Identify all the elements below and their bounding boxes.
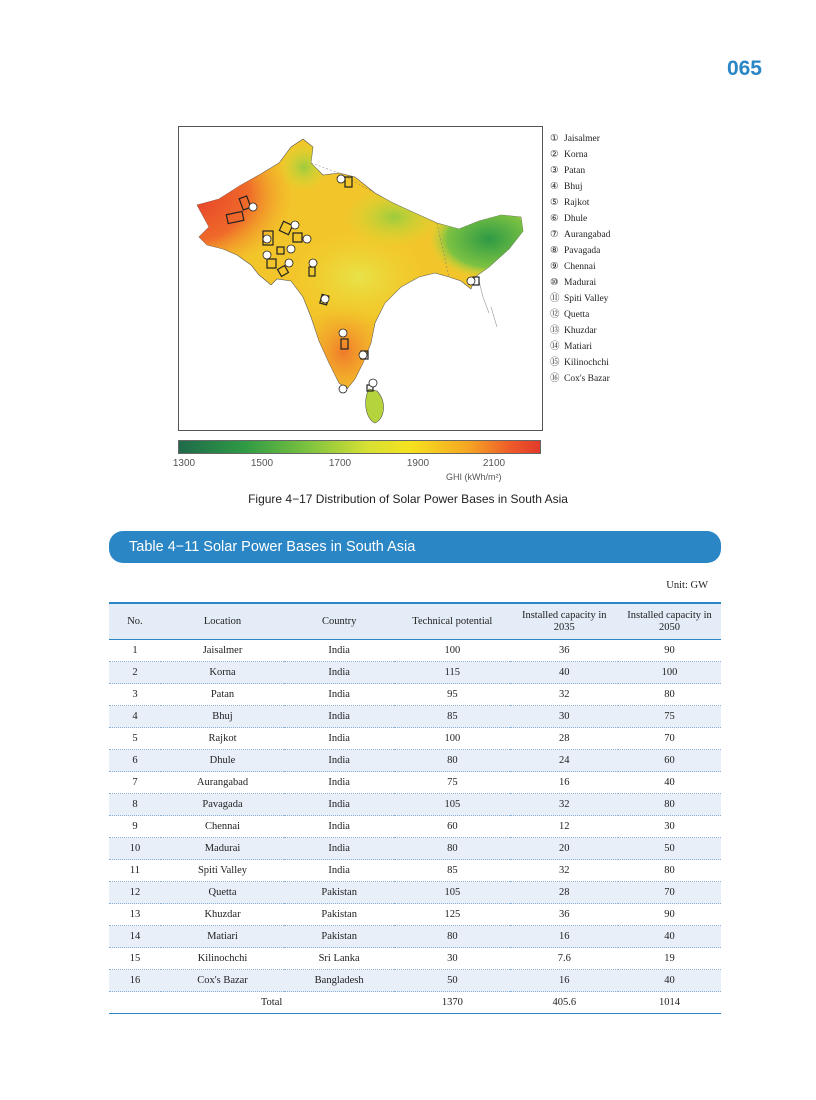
colorbar-tick: 1300 xyxy=(172,458,196,469)
sri-lanka-island xyxy=(366,389,384,423)
cell-potential: 80 xyxy=(394,838,510,860)
page-number: 065 xyxy=(726,57,762,80)
cell-cap2035: 16 xyxy=(510,926,618,948)
cell-no: 2 xyxy=(109,662,161,684)
cell-potential: 85 xyxy=(394,706,510,728)
header-country: Country xyxy=(284,603,394,640)
cell-cap2035: 7.6 xyxy=(510,948,618,970)
legend-item: ④ Bhuj xyxy=(550,182,583,192)
legend-item: ② Korna xyxy=(550,150,588,160)
cell-potential: 85 xyxy=(394,860,510,882)
cell-country: India xyxy=(284,684,394,706)
header-location: Location xyxy=(161,603,284,640)
ghi-colorbar xyxy=(178,440,541,454)
table-row xyxy=(109,948,721,970)
cell-cap2035: 16 xyxy=(510,772,618,794)
cell-country: Bangladesh xyxy=(284,970,394,992)
cell-location: Aurangabad xyxy=(161,772,284,794)
legend-item: ⑪ Spiti Valley xyxy=(550,294,609,304)
cell-cap2035: 36 xyxy=(510,640,618,662)
legend-item: ⑮ Kilinochchi xyxy=(550,358,609,368)
table-row xyxy=(109,706,721,728)
legend-item: ③ Patan xyxy=(550,166,586,176)
table-row xyxy=(109,662,721,684)
legend-item: ⑯ Cox's Bazar xyxy=(550,374,610,384)
total-label: Total xyxy=(109,992,394,1014)
cell-country: India xyxy=(284,662,394,684)
cell-no: 16 xyxy=(109,970,161,992)
total-cap2035: 405.6 xyxy=(510,992,618,1014)
cell-potential: 115 xyxy=(394,662,510,684)
legend-item: ⑧ Pavagada xyxy=(550,246,601,256)
cell-location: Korna xyxy=(161,662,284,684)
cell-location: Spiti Valley xyxy=(161,860,284,882)
colorbar-tick: 1500 xyxy=(250,458,274,469)
cell-potential: 95 xyxy=(394,684,510,706)
table-row xyxy=(109,816,721,838)
cell-no: 7 xyxy=(109,772,161,794)
total-potential: 1370 xyxy=(394,992,510,1014)
cell-no: 3 xyxy=(109,684,161,706)
header-capacity-2050: Installed capacity in 2050 xyxy=(618,603,721,640)
cell-cap2050: 90 xyxy=(618,904,721,926)
cell-country: India xyxy=(284,838,394,860)
cell-no: 9 xyxy=(109,816,161,838)
cell-cap2050: 30 xyxy=(618,816,721,838)
legend-item: ⑬ Khuzdar xyxy=(550,326,597,336)
cell-location: Madurai xyxy=(161,838,284,860)
table-header-row xyxy=(109,603,721,640)
colorbar-tick: 1900 xyxy=(406,458,430,469)
cell-cap2050: 80 xyxy=(618,860,721,882)
colorbar-unit: GHI (kWh/m²) xyxy=(446,472,502,482)
cell-cap2050: 40 xyxy=(618,926,721,948)
table-row xyxy=(109,838,721,860)
cell-location: Khuzdar xyxy=(161,904,284,926)
cell-no: 8 xyxy=(109,794,161,816)
solar-bases-table xyxy=(109,602,721,1014)
table-row xyxy=(109,904,721,926)
cell-country: Pakistan xyxy=(284,926,394,948)
cell-no: 4 xyxy=(109,706,161,728)
table-row xyxy=(109,750,721,772)
cell-location: Dhule xyxy=(161,750,284,772)
cell-location: Quetta xyxy=(161,882,284,904)
cell-country: India xyxy=(284,728,394,750)
cell-cap2035: 30 xyxy=(510,706,618,728)
cell-cap2050: 60 xyxy=(618,750,721,772)
cell-no: 13 xyxy=(109,904,161,926)
legend-item: ⑦ Aurangabad xyxy=(550,230,611,240)
cell-location: Cox's Bazar xyxy=(161,970,284,992)
cell-cap2050: 19 xyxy=(618,948,721,970)
cell-potential: 30 xyxy=(394,948,510,970)
cell-cap2050: 70 xyxy=(618,882,721,904)
table-row xyxy=(109,772,721,794)
cell-country: India xyxy=(284,794,394,816)
unit-label: Unit: GW xyxy=(666,580,708,591)
cell-no: 10 xyxy=(109,838,161,860)
cell-no: 15 xyxy=(109,948,161,970)
map-graphic xyxy=(179,127,542,430)
legend-item: ⑨ Chennai xyxy=(550,262,596,272)
cell-location: Rajkot xyxy=(161,728,284,750)
cell-country: India xyxy=(284,640,394,662)
cell-potential: 75 xyxy=(394,772,510,794)
cell-cap2050: 40 xyxy=(618,772,721,794)
legend-item: ⑩ Madurai xyxy=(550,278,597,288)
cell-cap2050: 50 xyxy=(618,838,721,860)
cell-country: India xyxy=(284,816,394,838)
table-row xyxy=(109,728,721,750)
cell-cap2035: 32 xyxy=(510,794,618,816)
cell-cap2050: 40 xyxy=(618,970,721,992)
table-row xyxy=(109,794,721,816)
figure-caption: Figure 4−17 Distribution of Solar Power Bases in South Asia xyxy=(248,492,568,506)
legend-item: ⑤ Rajkot xyxy=(550,198,590,208)
table-row xyxy=(109,926,721,948)
total-cap2050: 1014 xyxy=(618,992,721,1014)
total-row xyxy=(109,992,721,1014)
cell-potential: 80 xyxy=(394,750,510,772)
cell-location: Bhuj xyxy=(161,706,284,728)
site-legend xyxy=(550,131,610,387)
cell-cap2035: 12 xyxy=(510,816,618,838)
table-row xyxy=(109,640,721,662)
cell-potential: 100 xyxy=(394,640,510,662)
cell-country: Sri Lanka xyxy=(284,948,394,970)
cell-no: 14 xyxy=(109,926,161,948)
cell-location: Jaisalmer xyxy=(161,640,284,662)
colorbar-tick: 1700 xyxy=(328,458,352,469)
cell-country: India xyxy=(284,750,394,772)
cell-cap2035: 40 xyxy=(510,662,618,684)
cell-potential: 105 xyxy=(394,794,510,816)
table-title: Table 4−11 Solar Power Bases in South Asia xyxy=(109,531,721,563)
cell-location: Pavagada xyxy=(161,794,284,816)
cell-cap2035: 36 xyxy=(510,904,618,926)
cell-cap2035: 20 xyxy=(510,838,618,860)
table-row xyxy=(109,882,721,904)
table-row xyxy=(109,684,721,706)
cell-cap2035: 16 xyxy=(510,970,618,992)
cell-country: India xyxy=(284,860,394,882)
cell-no: 6 xyxy=(109,750,161,772)
cell-no: 5 xyxy=(109,728,161,750)
cell-location: Matiari xyxy=(161,926,284,948)
header-capacity-2035: Installed capacity in 2035 xyxy=(510,603,618,640)
cell-cap2050: 100 xyxy=(618,662,721,684)
cell-location: Kilinochchi xyxy=(161,948,284,970)
cell-country: Pakistan xyxy=(284,904,394,926)
cell-country: Pakistan xyxy=(284,882,394,904)
legend-item: ① Jaisalmer xyxy=(550,134,600,144)
table-row xyxy=(109,860,721,882)
cell-cap2050: 80 xyxy=(618,684,721,706)
cell-cap2050: 80 xyxy=(618,794,721,816)
cell-potential: 60 xyxy=(394,816,510,838)
cell-location: Chennai xyxy=(161,816,284,838)
cell-country: India xyxy=(284,772,394,794)
header-no: No. xyxy=(109,603,161,640)
cell-no: 12 xyxy=(109,882,161,904)
cell-cap2035: 32 xyxy=(510,684,618,706)
solar-ghi-map xyxy=(178,126,543,431)
cell-potential: 80 xyxy=(394,926,510,948)
header-technical-potential: Technical potential xyxy=(394,603,510,640)
cell-potential: 105 xyxy=(394,882,510,904)
cell-no: 1 xyxy=(109,640,161,662)
cell-cap2035: 24 xyxy=(510,750,618,772)
cell-country: India xyxy=(284,706,394,728)
legend-item: ⑫ Quetta xyxy=(550,310,590,320)
cell-cap2050: 70 xyxy=(618,728,721,750)
cell-no: 11 xyxy=(109,860,161,882)
legend-item: ⑭ Matiari xyxy=(550,342,592,352)
colorbar-tick: 2100 xyxy=(482,458,506,469)
cell-potential: 50 xyxy=(394,970,510,992)
cell-cap2035: 32 xyxy=(510,860,618,882)
cell-cap2050: 75 xyxy=(618,706,721,728)
table-row xyxy=(109,970,721,992)
table-body xyxy=(109,640,721,1014)
cell-cap2035: 28 xyxy=(510,728,618,750)
cell-potential: 125 xyxy=(394,904,510,926)
cell-potential: 100 xyxy=(394,728,510,750)
legend-item: ⑥ Dhule xyxy=(550,214,588,224)
cell-cap2050: 90 xyxy=(618,640,721,662)
cell-cap2035: 28 xyxy=(510,882,618,904)
cell-location: Patan xyxy=(161,684,284,706)
